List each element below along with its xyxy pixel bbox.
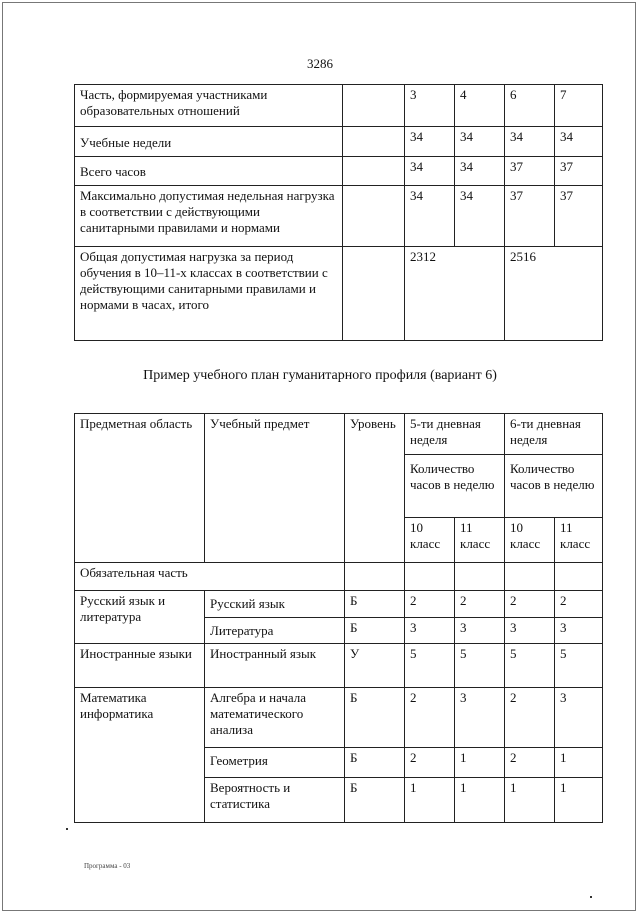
table-row <box>75 591 603 618</box>
hours-cell: 2 <box>505 591 555 618</box>
subject-level: Б <box>345 688 405 748</box>
subject-area: Русский язык и литература <box>75 591 205 644</box>
scan-speck <box>590 896 592 898</box>
table-row <box>75 247 603 341</box>
header-area: Предметная область <box>75 414 205 563</box>
value-cell: 4 <box>455 85 505 127</box>
subject-level: Б <box>345 591 405 618</box>
header-subject: Учебный предмет <box>205 414 345 563</box>
total-cell-5day: 2312 <box>405 247 505 341</box>
empty-cell <box>345 563 405 591</box>
header-grade11: 11 класс <box>555 518 603 563</box>
value-cell: 37 <box>555 157 603 186</box>
value-cell: 34 <box>405 127 455 157</box>
value-cell: 3 <box>405 85 455 127</box>
hours-cell: 2 <box>505 688 555 748</box>
hours-cell: 2 <box>405 748 455 778</box>
value-cell: 34 <box>405 157 455 186</box>
row-label: Всего часов <box>75 157 343 186</box>
total-cell-6day: 2516 <box>505 247 603 341</box>
header-grade10: 10 класс <box>505 518 555 563</box>
empty-cell <box>343 157 405 186</box>
empty-cell <box>343 186 405 247</box>
header-five-day: 5-ти дневная неделя <box>405 414 505 455</box>
value-cell: 34 <box>455 127 505 157</box>
subject-level: Б <box>345 748 405 778</box>
subject-name: Литература <box>205 618 345 644</box>
subject-level: Б <box>345 618 405 644</box>
row-label: Часть, формируемая участниками образовательных отношений <box>75 85 343 127</box>
table-row <box>75 157 603 186</box>
hours-cell: 1 <box>405 778 455 823</box>
hours-cell: 5 <box>455 644 505 688</box>
value-cell: 37 <box>505 186 555 247</box>
header-hours-6day: Количество часов в неделю <box>505 455 603 518</box>
row-label: Общая допустимая нагрузка за период обучения в 10–11-х классах в соответствии с действующими санитарными правилами и нормами в часах, итого <box>75 247 343 341</box>
table-caption: Пример учебного план гуманитарного профиля (вариант 6) <box>143 368 497 383</box>
table-row <box>75 127 603 157</box>
section-row <box>75 563 603 591</box>
subject-area: Математика информатика <box>75 688 205 823</box>
table-row <box>75 85 603 127</box>
value-cell: 34 <box>455 186 505 247</box>
value-cell: 37 <box>555 186 603 247</box>
hours-cell: 3 <box>455 618 505 644</box>
value-cell: 6 <box>505 85 555 127</box>
hours-cell: 5 <box>555 644 603 688</box>
subject-name: Геометрия <box>205 748 345 778</box>
subject-level: У <box>345 644 405 688</box>
hours-cell: 3 <box>555 618 603 644</box>
subject-level: Б <box>345 778 405 823</box>
empty-cell <box>405 563 455 591</box>
table-row <box>75 186 603 247</box>
footer-note: Программа - 03 <box>84 862 131 870</box>
hours-cell: 2 <box>505 748 555 778</box>
empty-cell <box>555 563 603 591</box>
empty-cell <box>343 85 405 127</box>
hours-cell: 3 <box>405 618 455 644</box>
load-summary-table <box>74 84 603 341</box>
hours-cell: 5 <box>405 644 455 688</box>
row-label: Учебные недели <box>75 127 343 157</box>
subject-name: Алгебра и начала математического анализа <box>205 688 345 748</box>
subject-area: Иностранные языки <box>75 644 205 688</box>
header-level: Уровень <box>345 414 405 563</box>
subject-name: Иностранный язык <box>205 644 345 688</box>
hours-cell: 3 <box>505 618 555 644</box>
value-cell: 34 <box>405 186 455 247</box>
hours-cell: 2 <box>455 591 505 618</box>
hours-cell: 1 <box>455 748 505 778</box>
value-cell: 34 <box>555 127 603 157</box>
subject-name: Вероятность и статистика <box>205 778 345 823</box>
header-row <box>75 414 603 455</box>
row-label: Максимально допустимая недельная нагрузка в соответствии с действующими санитарными правилами и нормами <box>75 186 343 247</box>
empty-cell <box>343 127 405 157</box>
empty-cell <box>343 247 405 341</box>
header-grade11: 11 класс <box>455 518 505 563</box>
mandatory-part-label: Обязательная часть <box>75 563 345 591</box>
value-cell: 34 <box>455 157 505 186</box>
value-cell: 7 <box>555 85 603 127</box>
hours-cell: 1 <box>455 778 505 823</box>
curriculum-table <box>74 413 603 823</box>
hours-cell: 5 <box>505 644 555 688</box>
hours-cell: 2 <box>555 591 603 618</box>
hours-cell: 1 <box>505 778 555 823</box>
scan-speck <box>66 828 68 830</box>
value-cell: 34 <box>505 127 555 157</box>
hours-cell: 2 <box>405 591 455 618</box>
empty-cell <box>455 563 505 591</box>
header-grade10: 10 класс <box>405 518 455 563</box>
header-six-day: 6-ти дневная неделя <box>505 414 603 455</box>
hours-cell: 3 <box>555 688 603 748</box>
empty-cell <box>505 563 555 591</box>
hours-cell: 3 <box>455 688 505 748</box>
header-hours-5day: Количество часов в неделю <box>405 455 505 518</box>
table-row <box>75 644 603 688</box>
hours-cell: 1 <box>555 778 603 823</box>
table-row <box>75 688 603 748</box>
subject-name: Русский язык <box>205 591 345 618</box>
page-number: 3286 <box>307 56 333 71</box>
hours-cell: 2 <box>405 688 455 748</box>
value-cell: 37 <box>505 157 555 186</box>
hours-cell: 1 <box>555 748 603 778</box>
